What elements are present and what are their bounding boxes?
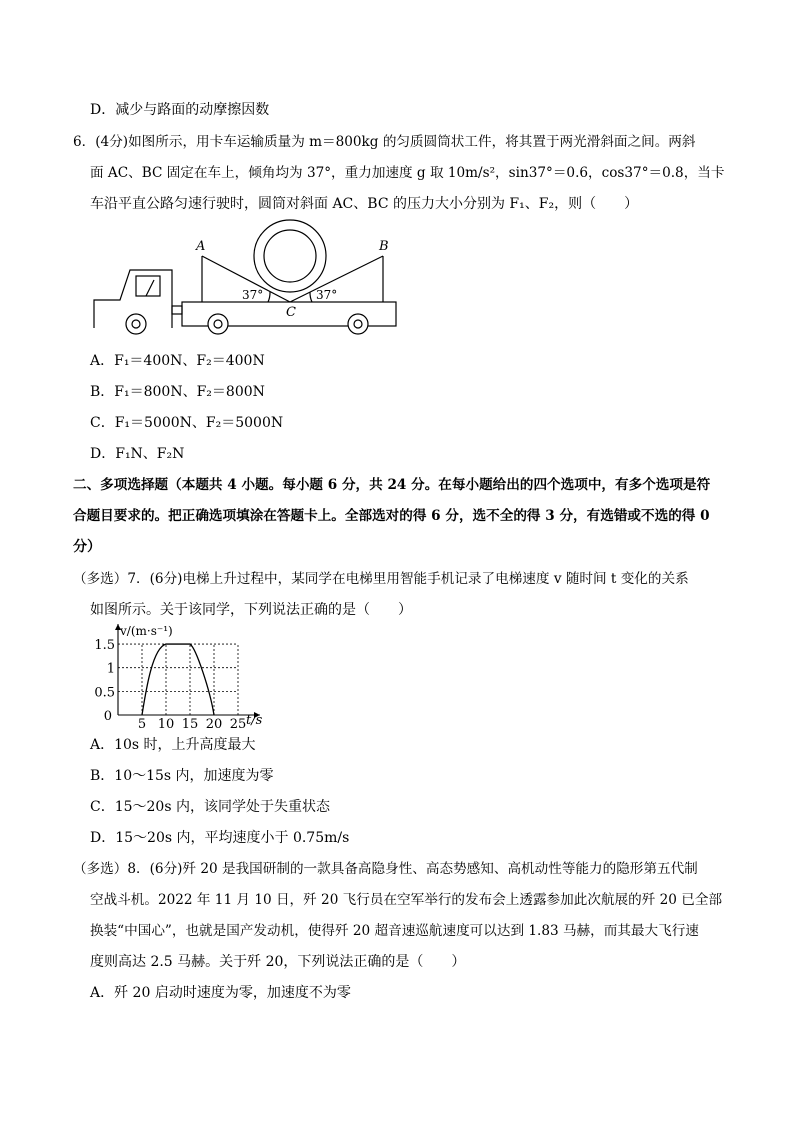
- q7-stem-line-2: 如图所示。关于该同学，下列说法正确的是（ ）: [90, 602, 412, 618]
- q8-option-a: A．歼 20 启动时速度为零，加速度不为零: [90, 985, 351, 1001]
- y-tick-label: 1.5: [94, 638, 115, 654]
- x-tick-label: 10: [157, 717, 175, 732]
- y-tick-label: 0.5: [94, 685, 115, 701]
- angle-left-label: 37°: [242, 288, 264, 302]
- section-2-heading-line-1: 二、多项选择题（本题共 4 小题。每小题 6 分，共 24 分。在每小题给出的四个选项中，有多个选项是符: [73, 477, 711, 493]
- q6-stem-line-1: 6．(4分)如图所示，用卡车运输质量为 m＝800kg 的匀质圆筒状工件，将其置于两光滑斜面之间。两斜: [73, 134, 696, 150]
- q8-stem-line-2: 空战斗机。2022 年 11 月 10 日，歼 20 飞行员在空军举行的发布会上透露参加此次航展的歼 20 已全部: [90, 892, 723, 908]
- label-a: A: [196, 239, 206, 254]
- y-tick-label: 0: [103, 709, 112, 724]
- velocity-time-chart: [94, 620, 288, 732]
- label-b: B: [379, 239, 389, 254]
- truck-figure: [90, 220, 400, 340]
- x-tick-label: 20: [205, 717, 223, 732]
- q6-option-a: A．F₁＝400N、F₂＝400N: [90, 353, 265, 369]
- q6-option-b: B．F₁＝800N、F₂＝800N: [90, 384, 265, 400]
- q7-option-d: D．15～20s 内，平均速度小于 0.75m/s: [90, 830, 350, 846]
- q6-stem-line-3: 车沿平直公路匀速行驶时，圆筒对斜面 AC、BC 的压力大小分别为 F₁、F₂，则（ ）: [90, 196, 639, 212]
- q8-stem-line-4: 度则高达 2.5 马赫。关于歼 20，下列说法正确的是（ ）: [90, 954, 466, 970]
- q6-option-d: D．F₁N、F₂N: [90, 446, 185, 462]
- x-tick-label: 5: [137, 717, 147, 732]
- q6-option-c: C．F₁＝5000N、F₂＝5000N: [90, 415, 284, 431]
- y-tick-label: 1: [106, 661, 115, 677]
- section-2-heading-line-3: 分）: [73, 539, 101, 555]
- x-tick-label: 25: [229, 717, 247, 732]
- q8-stem-line-3: 换装“中国心”，也就是国产发动机，使得歼 20 超音速巡航速度可以达到 1.83 马赫，而其最大飞行速: [90, 923, 699, 939]
- label-c: C: [286, 305, 296, 320]
- q5-option-d: D．减少与路面的动摩擦因数: [90, 102, 270, 118]
- section-2-heading-line-2: 合题目要求的。把正确选项填涂在答题卡上。全部选对的得 6 分，选不全的得 3 分，有选错或不选的得 0: [73, 508, 710, 524]
- q7-stem-line-1: （多选）7．(6分)电梯上升过程中，某同学在电梯里用智能手机记录了电梯速度 v 随时间 t 变化的关系: [73, 571, 689, 587]
- q7-option-b: B．10～15s 内，加速度为零: [90, 768, 274, 784]
- y-axis-label: v/(m·s⁻¹): [120, 624, 173, 638]
- q7-option-c: C．15～20s 内，该同学处于失重状态: [90, 799, 330, 815]
- x-axis-label: t/s: [246, 713, 263, 728]
- q7-option-a: A．10s 时，上升高度最大: [90, 737, 256, 753]
- q8-stem-line-1: （多选）8．(6分)歼 20 是我国研制的一款具备高隐身性、高态势感知、高机动性等能力的隐形第五代制: [73, 861, 698, 877]
- x-tick-label: 15: [181, 717, 199, 732]
- velocity-curve: [142, 644, 214, 715]
- q6-stem-line-2: 面 AC、BC 固定在车上，倾角均为 37°，重力加速度 g 取 10m/s²，sin37°＝0.6，cos37°＝0.8，当卡: [90, 165, 725, 181]
- angle-right-label: 37°: [316, 288, 338, 302]
